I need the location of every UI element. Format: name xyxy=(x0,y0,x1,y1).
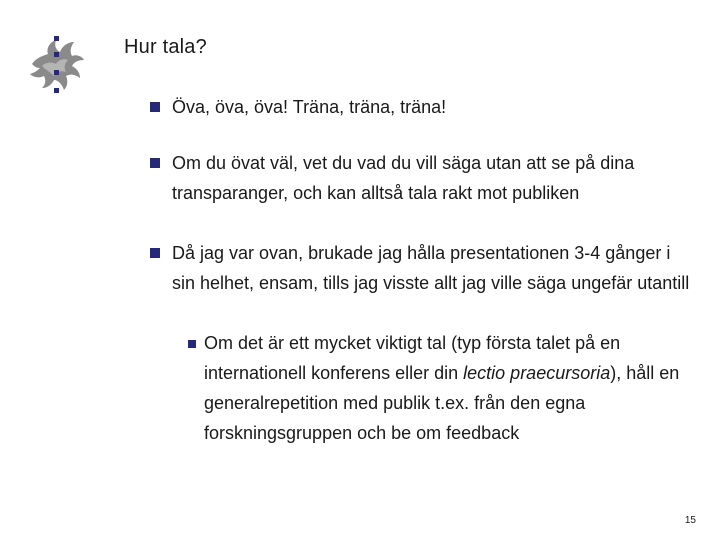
bullet-item xyxy=(152,238,692,298)
bullet-text: Öva, öva, öva! Träna, träna, träna! xyxy=(172,97,447,117)
square-bullet-icon xyxy=(188,340,196,348)
bullet-item xyxy=(152,148,672,208)
slide-title: Hur tala? xyxy=(124,36,207,58)
sub-bullet-text xyxy=(190,328,690,448)
square-bullet-icon xyxy=(150,248,160,258)
bullet-text: Om du övat väl, vet du vad du vill säga utan att se på dina transparanger, och kan alltså tala rakt mot publiken xyxy=(172,153,635,203)
page-number: 15 xyxy=(684,515,696,526)
sub-bullet-text-italic: lectio praecursoria xyxy=(463,363,611,383)
sub-bullet-text-start: Om det är ett mycket viktigt tal (typ första talet på en internationell konferens eller din xyxy=(204,333,621,383)
square-bullet-icon xyxy=(150,158,160,168)
sub-bullet-text-end: ), håll en generalrepetition med publik t.ex. från den egna forskningsgruppen och be om feedback xyxy=(204,363,680,443)
logo-dots xyxy=(52,36,62,94)
bullet-text: Då jag var ovan, brukade jag hålla presentationen 3-4 gånger i sin helhet, ensam, tills jag visste allt jag ville säga ungefär utantill xyxy=(172,243,690,293)
bullet-item xyxy=(152,92,672,122)
square-bullet-icon xyxy=(150,102,160,112)
sub-bullet-item xyxy=(190,328,690,448)
